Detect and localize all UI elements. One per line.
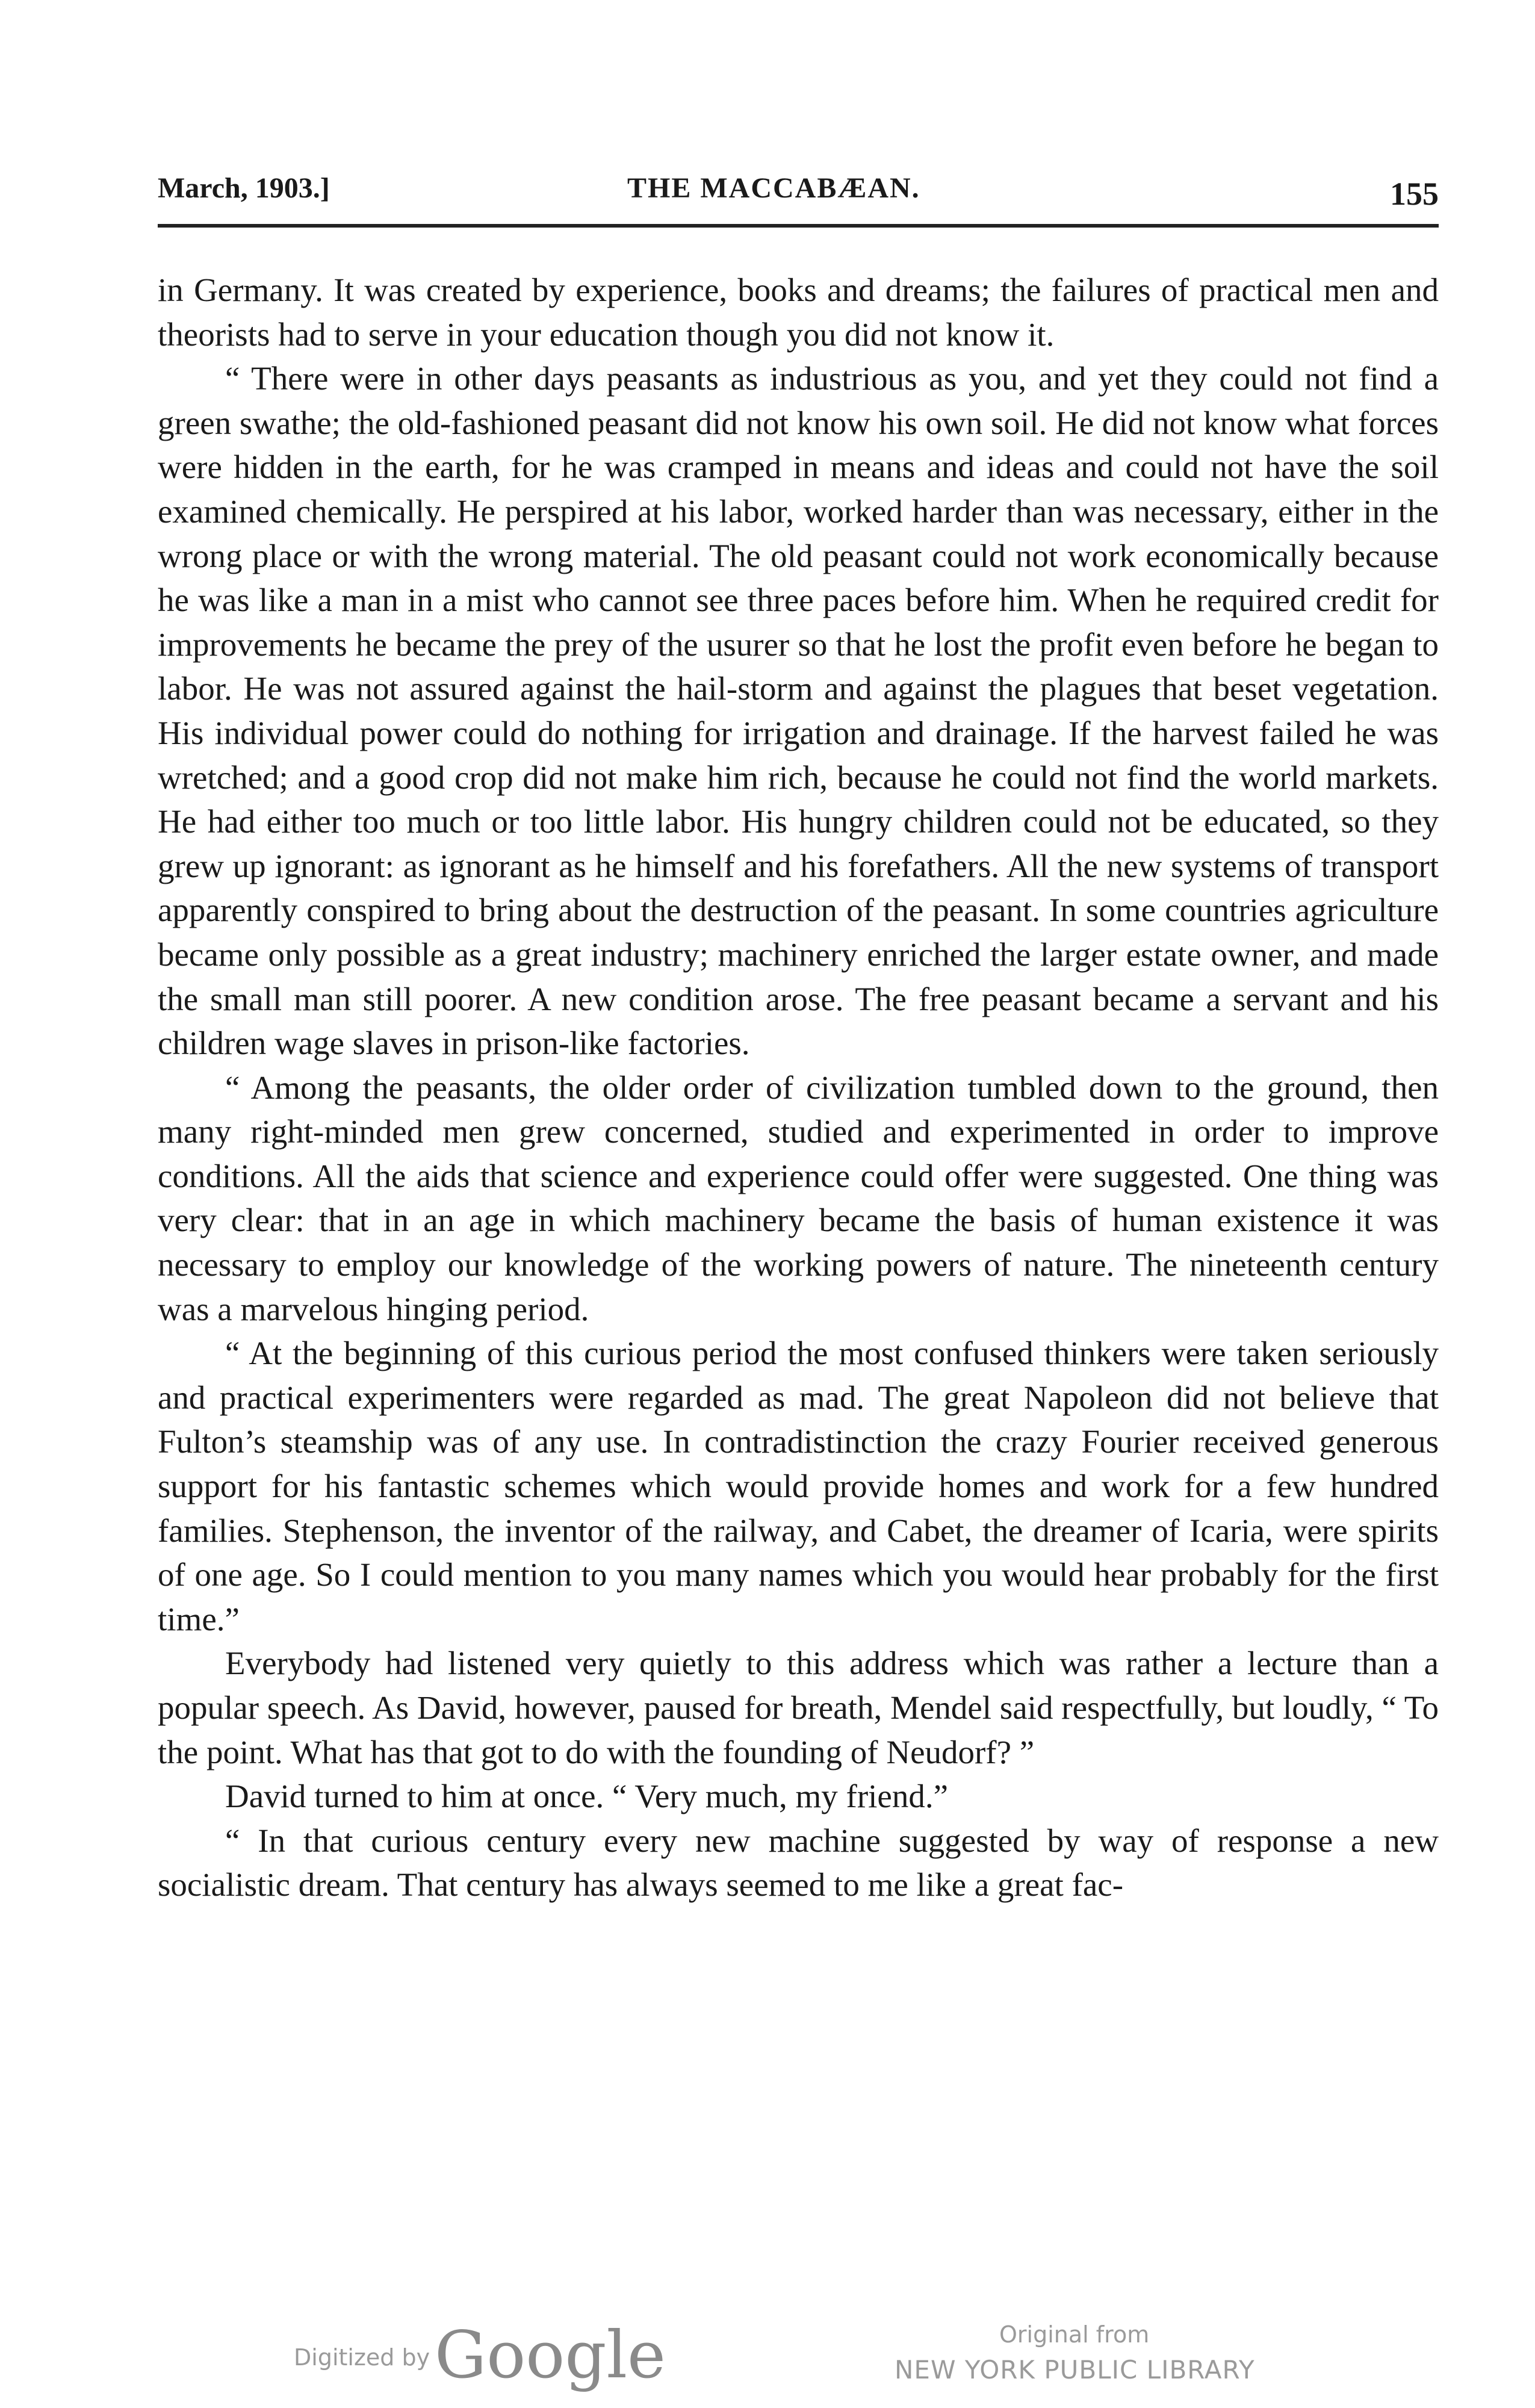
- paragraph: “ Among the peasants, the older order of civilization tumbled down to the ground, then many right-minded men grew concerned, studied and experimented in order to improve conditions. All the aids that science and experience could offer were suggested. One thing was very clear: that in an age in which machinery became the basis of human existence it was necessary to employ our knowledge of the working powers of nature. The nineteenth century was a marvelous hinging period.: [158, 1069, 1439, 1327]
- google-logo: Google: [435, 2318, 666, 2393]
- article-body: [158, 268, 1439, 1907]
- page-number: 155: [1390, 176, 1439, 212]
- running-header: [158, 172, 1439, 214]
- paragraph: David turned to him at once. “ Very much, my friend.”: [225, 1778, 949, 1815]
- header-title: THE MACCABÆAN.: [627, 172, 920, 204]
- digitized-by-label: Digitized by: [294, 2344, 430, 2371]
- original-from-label: Original from: [999, 2321, 1150, 2348]
- header-date: March, 1903.]: [158, 172, 330, 204]
- paragraph: “ There were in other days peasants as industrious as you, and yet they could not find a green swathe; the old-fashioned peasant did not know his own soil. He did not know what forces were hidden in the earth, for he was cramped in means and ideas and could not have the soil examined chemically. He perspired at his labor, worked harder than was necessary, either in the wrong place or with the wrong material. The old peasant could not work economically because he was like a man in a mist who cannot see three paces before him. When he required credit for improvements he became the prey of the usurer so that he lost the profit even before he began to labor. He was not assured against the hail-storm and against the plagues that beset vegetation. His individual power could do nothing for irrigation and drainage. If the harvest failed he was wretched; and a good crop did not make him rich, because he could not find the world markets. He had either too much or too little labor. His hungry children could not be educated, so they grew up ignorant: as ignorant as he himself and his forefathers. All the new systems of transport apparently conspired to bring about the destruction of the peasant. In some countries agriculture became only possible as a great industry; machinery enriched the larger estate owner, and made the small man still poorer. A new condition arose. The free peasant became a servant and his children wage slaves in prison-like factories.: [158, 360, 1439, 1062]
- digitization-footer: [0, 2318, 1535, 2396]
- header-rule: [158, 224, 1439, 228]
- paragraph: “ At the beginning of this curious period the most confused thinkers were taken seriously and practical experimenters were regarded as mad. The great Napoleon did not believe that Fulton’s steamship was of any use. In contradistinction the crazy Fourier received generous support for his fantastic schemes which would provide homes and work for a few hundred families. Stephenson, the inventor of the railway, and Cabet, the dreamer of Icaria, were spirits of one age. So I could mention to you many names which you would hear probably for the first time.”: [158, 1335, 1439, 1637]
- paragraph: “ In that curious century every new machine suggested by way of response a new socialistic dream. That century has always seemed to me like a great fac-: [158, 1822, 1439, 1904]
- paragraph: in Germany. It was created by experience, books and dreams; the failures of practical men and theorists had to serve in your education though you did not know it.: [158, 272, 1439, 353]
- library-name: NEW YORK PUBLIC LIBRARY: [895, 2355, 1255, 2385]
- paragraph: Everybody had listened very quietly to this address which was rather a lecture than a popular speech. As David, however, paused for breath, Mendel said respectfully, but loudly, “ To the point. What has that got to do with the founding of Neudorf? ”: [158, 1645, 1439, 1770]
